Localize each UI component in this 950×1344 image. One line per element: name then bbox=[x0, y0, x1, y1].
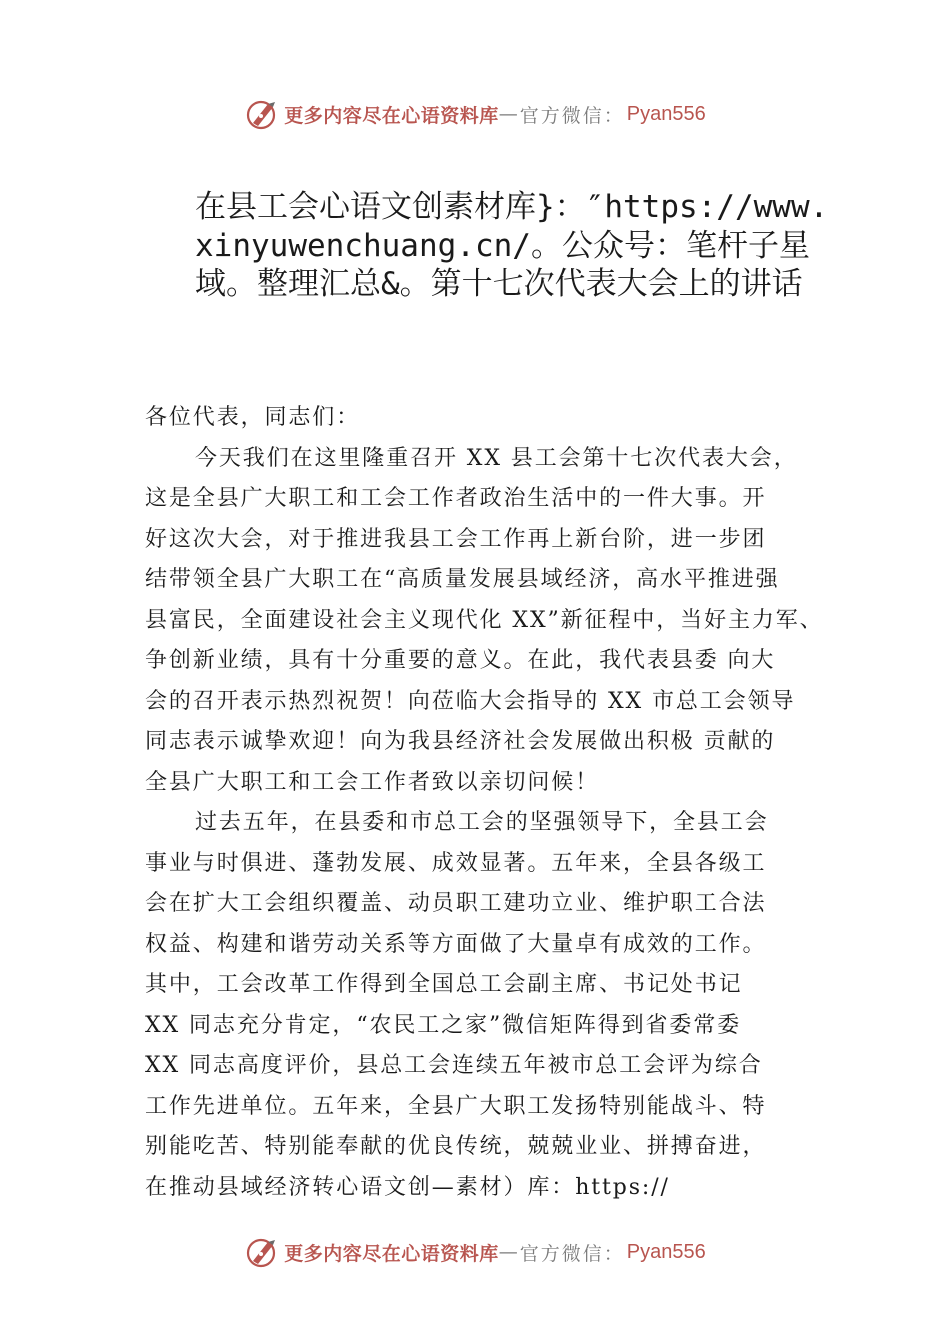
banner-brand-text: 更多内容尽在心语资料库 bbox=[284, 104, 499, 127]
footer-banner bbox=[0, 1232, 950, 1272]
body-line: 今天我们在这里隆重召开 XX 县工会第十七次代表大会， bbox=[195, 445, 798, 471]
banner-separator: — bbox=[498, 103, 520, 125]
body-line: 同志表示诚挚欢迎！向为我县经济社会发展做出积极 贡献的 bbox=[145, 729, 776, 754]
banner-wechat-label: 官方微信： bbox=[519, 104, 625, 127]
banner-account: Pyan556 bbox=[626, 1240, 706, 1263]
body-line: 好这次大会，对于推进我县工会工作再上新台阶，进一步团 bbox=[145, 526, 767, 552]
body-line: 争创新业绩，具有十分重要的意义。在此，我代表县委 向大 bbox=[145, 648, 776, 673]
body-line: 事业与时俱进、蓬勃发展、成效显著。五年来，全县各级工 bbox=[145, 850, 767, 876]
body-line: 县富民，全面建设社会主义现代化 XX”新征程中，当好主力军、 bbox=[145, 607, 824, 633]
body-line: 在推动县域经济转心语文创—素材）库：https:// bbox=[145, 1174, 670, 1200]
body-line: 工作先进单位。五年来，全县广大职工发扬特别能战斗、特 bbox=[145, 1093, 767, 1119]
document-body bbox=[145, 398, 845, 1208]
banner-brand-text: 更多内容尽在心语资料库 bbox=[284, 1242, 499, 1265]
document-title: 在县工会心语文创素材库}：″https://www.xinyuwenchuang.cn/。公众号：笔杆子星域。整理汇总&。第十七次代表大会上的讲话 bbox=[195, 189, 829, 302]
body-line: 其中，工会改革工作得到全国总工会副主席、书记处书记 bbox=[145, 972, 743, 997]
header-banner bbox=[0, 94, 950, 134]
body-line: XX 同志充分肯定，“农民工之家”微信矩阵得到省委常委 bbox=[145, 1012, 742, 1038]
body-line: 会的召开表示热烈祝贺！向莅临大会指导的 XX 市总工会领导 bbox=[145, 688, 796, 714]
body-line: 会在扩大工会组织覆盖、动员职工建功立业、维护职工合法 bbox=[145, 891, 767, 916]
body-line: 过去五年，在县委和市总工会的坚强领导下，全县工会 bbox=[195, 810, 769, 835]
body-line: 别能吃苦、特别能奉献的优良传统，兢兢业业、拼搏奋进， bbox=[145, 1134, 767, 1159]
body-line: 这是全县广大职工和工会工作者政治生活中的一件大事。开 bbox=[145, 486, 767, 511]
pen-nib-logo-icon bbox=[244, 1234, 280, 1270]
body-line: XX 同志高度评价，县总工会连续五年被市总工会评为综合 bbox=[145, 1053, 763, 1078]
pen-nib-logo-icon bbox=[244, 96, 280, 132]
body-line: 结带领全县广大职工在“高质量发展县域经济，高水平推进强 bbox=[145, 567, 780, 592]
banner-account: Pyan556 bbox=[626, 102, 706, 125]
banner-separator: — bbox=[498, 1241, 520, 1263]
body-line: 各位代表，同志们： bbox=[145, 405, 361, 430]
body-line: 全县广大职工和工会工作者致以亲切问候！ bbox=[145, 769, 600, 795]
banner-wechat-label: 官方微信： bbox=[519, 1242, 625, 1265]
body-line: 权益、构建和谐劳动关系等方面做了大量卓有成效的工作。 bbox=[145, 931, 767, 957]
